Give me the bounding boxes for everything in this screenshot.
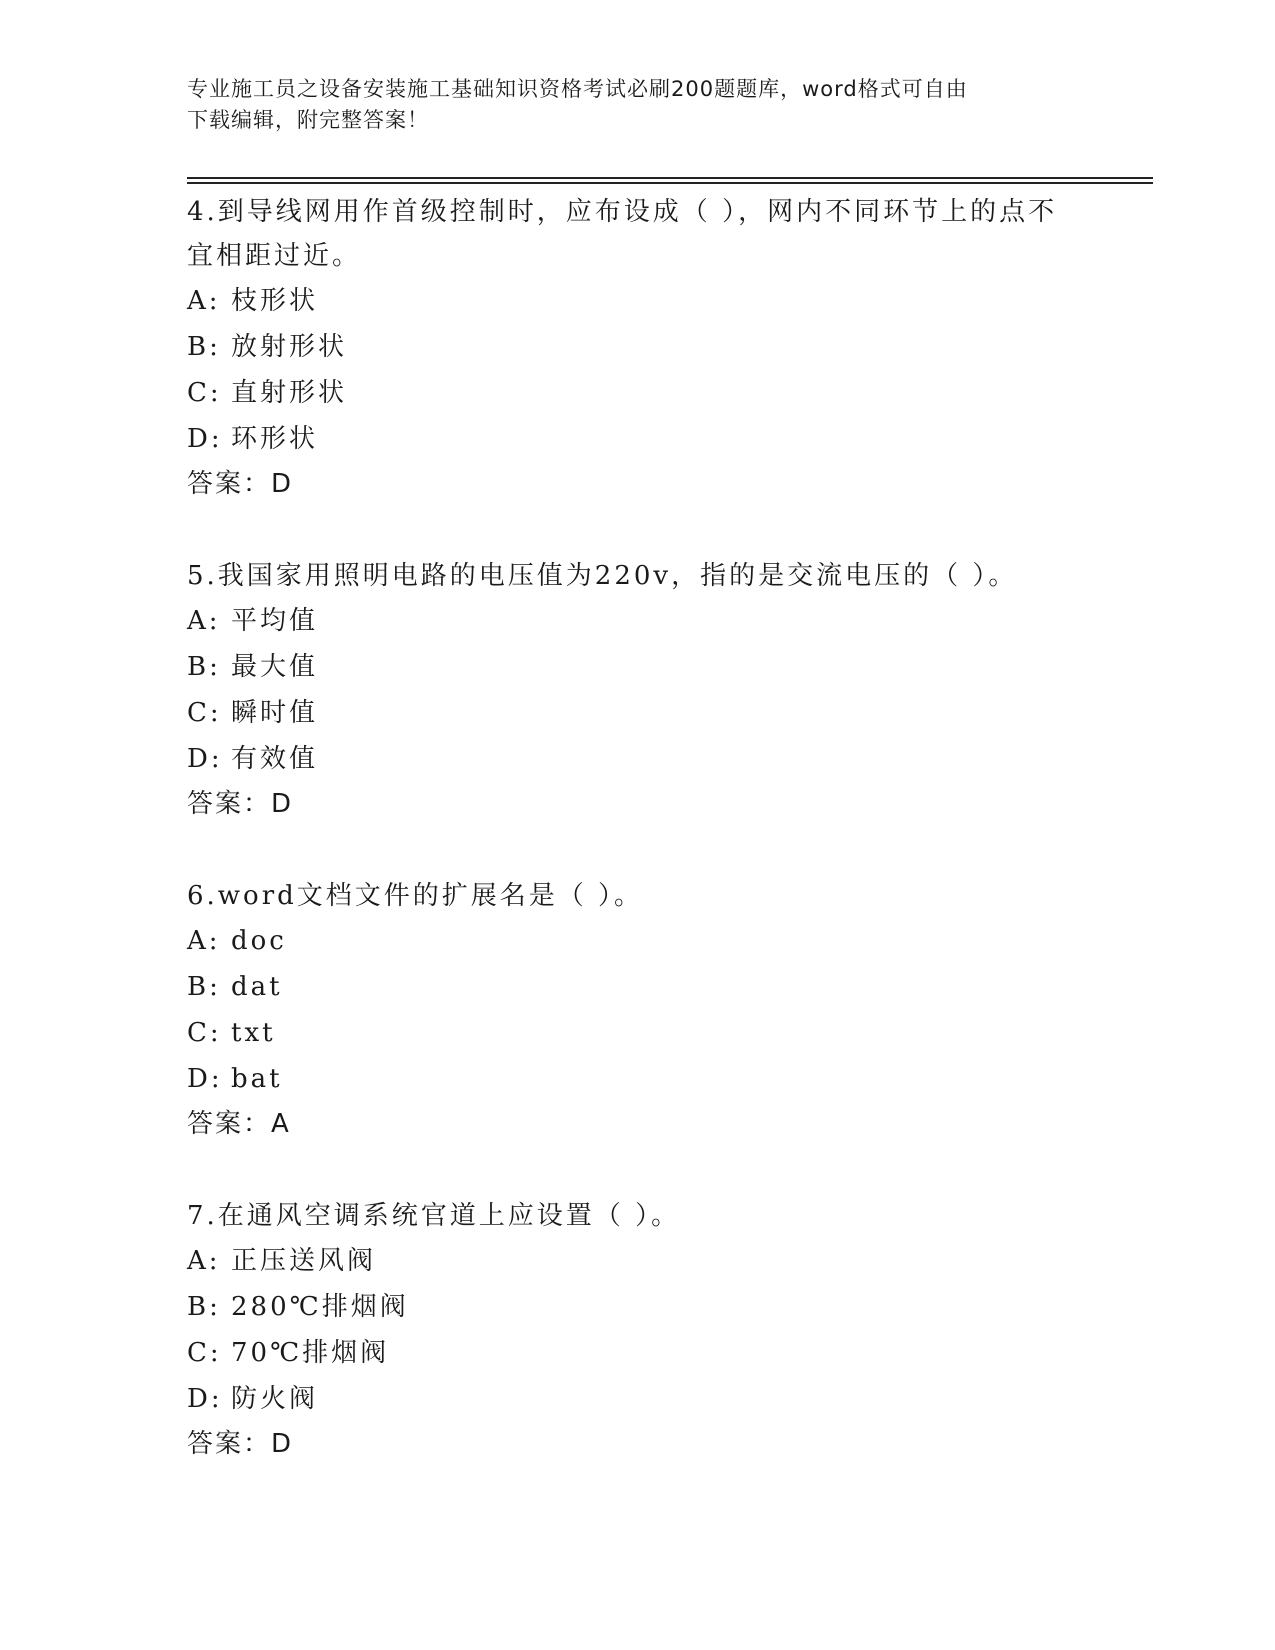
option-letter: A:	[187, 286, 221, 316]
option-letter: B:	[187, 332, 221, 362]
header-line-2: 下载编辑，附完整答案！	[187, 108, 429, 132]
option-a	[187, 918, 1087, 964]
question-stem: 7.在通风空调系统官道上应设置（ ）。	[187, 1201, 681, 1231]
option-text: bat	[231, 1064, 283, 1094]
option-letter: D:	[187, 1384, 223, 1414]
question-5	[187, 554, 1087, 826]
option-letter: A:	[187, 606, 221, 636]
option-b	[187, 644, 1087, 690]
option-d	[187, 736, 1087, 782]
document-header	[187, 74, 1067, 136]
option-text: txt	[231, 1018, 276, 1048]
option-text: 最大值	[231, 652, 319, 682]
question-4	[187, 190, 1087, 506]
option-text: 环形状	[231, 424, 319, 454]
option-c	[187, 370, 1087, 416]
option-text: 放射形状	[231, 332, 348, 362]
answer-label: 答案：D	[187, 789, 294, 819]
option-a	[187, 598, 1087, 644]
option-letter: A:	[187, 926, 221, 956]
option-c	[187, 1330, 1087, 1376]
option-letter: C:	[187, 1018, 222, 1048]
option-a	[187, 1238, 1087, 1284]
question-stem: 6.word文档文件的扩展名是（ ）。	[187, 881, 644, 911]
option-text: 瞬时值	[231, 698, 319, 728]
option-text: 有效值	[231, 744, 319, 774]
answer-label: 答案：A	[187, 1109, 291, 1139]
option-b	[187, 1284, 1087, 1330]
option-letter: B:	[187, 1292, 221, 1322]
question-7	[187, 1194, 1087, 1466]
option-letter: D:	[187, 744, 223, 774]
option-a	[187, 278, 1087, 324]
option-b	[187, 964, 1087, 1010]
option-letter: D:	[187, 424, 223, 454]
option-letter: D:	[187, 1064, 223, 1094]
option-text: dat	[231, 972, 283, 1002]
option-d	[187, 1056, 1087, 1102]
answer-label: 答案：D	[187, 469, 294, 499]
question-list	[187, 190, 1087, 1514]
option-c	[187, 1010, 1087, 1056]
option-letter: B:	[187, 972, 221, 1002]
option-text: 枝形状	[231, 286, 319, 316]
question-6	[187, 874, 1087, 1146]
option-b	[187, 324, 1087, 370]
option-text: 平均值	[231, 606, 319, 636]
option-text: 正压送风阀	[231, 1246, 377, 1276]
option-text: 直射形状	[231, 378, 348, 408]
option-text: 70℃排烟阀	[231, 1338, 390, 1368]
option-d	[187, 416, 1087, 462]
option-text: 防火阀	[231, 1384, 319, 1414]
option-letter: A:	[187, 1246, 221, 1276]
header-divider-bottom	[187, 182, 1153, 184]
option-letter: B:	[187, 652, 221, 682]
question-stem: 5.我国家用照明电路的电压值为220v，指的是交流电压的（ ）。	[187, 561, 1018, 591]
header-divider-top	[187, 177, 1153, 179]
header-line-1: 专业施工员之设备安装施工基础知识资格考试必刷200题题库，word格式可自由	[187, 77, 968, 101]
option-text: 280℃排烟阀	[231, 1292, 409, 1322]
option-c	[187, 690, 1087, 736]
answer-label: 答案：D	[187, 1429, 294, 1459]
option-letter: C:	[187, 1338, 222, 1368]
option-text: doc	[231, 926, 287, 956]
option-letter: C:	[187, 378, 222, 408]
option-d	[187, 1376, 1087, 1422]
option-letter: C:	[187, 698, 222, 728]
question-stem: 4.到导线网用作首级控制时，应布设成（ ），网内不同环节上的点不宜相距过近。	[187, 197, 1058, 271]
